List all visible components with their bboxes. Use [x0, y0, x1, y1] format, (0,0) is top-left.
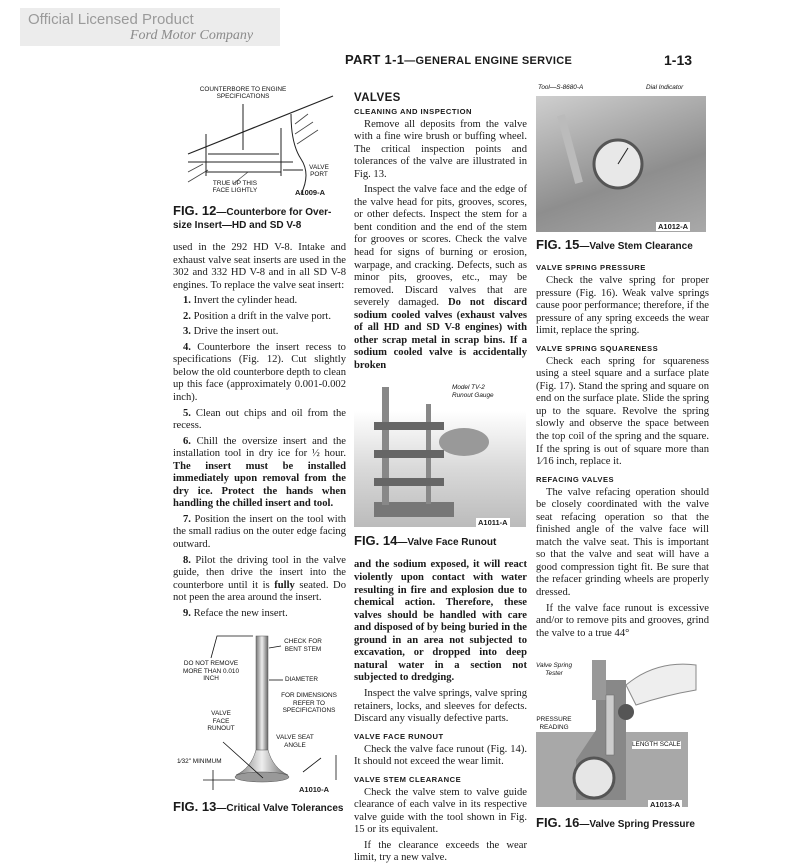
fig16-code: A1013-A: [650, 800, 681, 810]
ford-logo: Ford Motor Company: [130, 28, 254, 43]
label-diameter: DIAMETER: [285, 676, 319, 684]
fig16-photo: [536, 650, 708, 812]
label-dial-indicator: Dial Indicator: [646, 84, 684, 91]
label-face-runout: VALVE FACE RUNOUT: [207, 710, 235, 733]
section-heading-valves: VALVES: [354, 92, 401, 104]
warning-paragraph: and the sodium exposed, it will react violently upon contact with water resulting in fire and explosion due to chemical action. Therefore, these valves should be handled with care and disposed of by being buried in the ground in an area not subjected to excavation, or dropped into deep natural water in a section not subjected to dredging.: [354, 559, 527, 684]
label-runout-gauge: Model TV-2 Runout Gauge: [452, 384, 494, 399]
step-7: 7. Position the insert on the tool with the small radius on the outer edge facing outward.: [173, 513, 346, 551]
step-5: 5. Clean out chips and oil from the recess.: [173, 407, 346, 432]
step-9: 9. Reface the new insert.: [183, 607, 288, 619]
fig14-number: FIG. 14: [354, 533, 398, 549]
middle-column: [354, 92, 527, 868]
fig12-title-2: size Insert—HD and SD V-8: [173, 220, 302, 231]
subheading-refacing: REFACING VALVES: [536, 474, 615, 484]
label-length-scale: LENGTH SCALE: [632, 741, 681, 749]
paragraph: Check the valve spring for proper pressure (Fig. 16). Weak valve springs cause poor performance; therefore, if the pressure of any spring exceeds the wear limit, replace the spring.: [536, 275, 709, 337]
paragraph: Inspect the valve face and the edge of the valve head for pits, grooves, scores, or other defects. Inspect the stem for a bent condition and the end of the stem for grooves or scores. Check the valve head for signs of burning or erosion, warpage, and cracking. Defects, such as minor pits, grooves, etc., may be removed. Discard valves that are severely damaged. Do not discard sodium cooled valves (exhaust valves of all HD and SD V-8 engines) with other scrap metal in scrap bins. If a sodium cooled valve is accidentally broken: [354, 184, 527, 371]
paragraph: Check the valve face runout (Fig. 14). It should not exceed the wear limit.: [354, 743, 527, 768]
fig12-code: A1009-A: [295, 188, 326, 197]
page-number: 1-13: [664, 52, 693, 68]
step-6: 6. Chill the oversize insert and the installation tool in dry ice for ½ hour. The insert must be installed immediately upon removal from the dry ice. Protect the hands when handling the chilled insert and tool.: [173, 435, 346, 510]
label-pressure-reading: PRESSURE READING: [536, 716, 572, 731]
label-spring-tester: Valve Spring Tester: [536, 662, 572, 677]
runout-gauge-icon: [354, 382, 526, 527]
step-8: 8. Pilot the driving tool in the valve guide, then drive the insert into the counterbore until it is fully seated. Do not peen the area around the insert.: [173, 554, 346, 604]
fig16-number: FIG. 16: [536, 815, 580, 831]
fig13-title: —Critical Valve Tolerances: [216, 803, 344, 815]
fig14-title: —Valve Face Runout: [397, 537, 497, 549]
part-number: PART 1-1: [345, 52, 405, 67]
subheading-spring-squareness: VALVE SPRING SQUARENESS: [536, 343, 659, 353]
watermark-text: Official Licensed Product: [28, 11, 194, 28]
intro-paragraph: used in the 292 HD V-8. Intake and exhaust valve seat inserts are used in the 302 and 332 HD V-8 and in all SD V-8 engines. To replace the valve seat insert:: [173, 242, 346, 291]
label-true-up: TRUE UP THIS FACE LIGHTLY: [212, 180, 258, 195]
fig15-code: A1012-A: [658, 222, 689, 231]
label-minimum: 1⁄32" MINIMUM: [177, 758, 222, 766]
label-counterbore: COUNTERBORE TO ENGINE SPECIFICATIONS: [199, 86, 287, 101]
subheading-cleaning: CLEANING AND INSPECTION: [354, 106, 472, 116]
fig15-photo: [536, 84, 706, 234]
left-column: [173, 84, 346, 825]
header-title: [345, 52, 572, 67]
label-check-bent-stem: CHECK FOR BENT STEM: [284, 638, 322, 653]
dial-indicator-icon: [536, 84, 706, 232]
fig14-caption: [354, 534, 527, 549]
section-title: —GENERAL ENGINE SERVICE: [404, 55, 573, 67]
right-column: [536, 84, 709, 841]
page-header: [0, 52, 800, 72]
label-tool: Tool—S-8680-A: [538, 84, 584, 91]
label-seat-angle: VALVE SEAT ANGLE: [276, 734, 314, 749]
label-do-not-remove: DO NOT REMOVE MORE THAN 0.010 INCH: [183, 660, 239, 683]
fig12-caption: [173, 204, 346, 232]
fig13-diagram: [173, 630, 346, 796]
fig15-title: —Valve Stem Clearance: [579, 241, 693, 252]
paragraph: If the valve face runout is excessive and/or to remove pits and grooves, grind the valve to a true 44°: [536, 602, 709, 639]
label-dimensions: FOR DIMENSIONS REFER TO SPECIFICATIONS: [281, 692, 337, 715]
fig12-title: —Counterbore for Over-: [216, 207, 332, 218]
fig15-number: FIG. 15: [536, 237, 580, 252]
paragraph: If the clearance exceeds the wear limit, try a new valve.: [354, 839, 527, 864]
fig13-code: A1010-A: [299, 785, 330, 795]
fig12-number: FIG. 12: [173, 203, 217, 218]
fig14-photo: [354, 382, 526, 530]
subheading-stem-clearance: VALVE STEM CLEARANCE: [354, 774, 462, 784]
step-3: 3. Drive the insert out.: [183, 326, 279, 338]
step-2: 2. Position a drift in the valve port.: [183, 310, 332, 322]
watermark: [20, 8, 280, 46]
fig14-code: A1011-A: [478, 518, 508, 528]
subheading-spring-pressure: VALVE SPRING PRESSURE: [536, 263, 646, 272]
paragraph: Check the valve stem to valve guide clearance of each valve in its respective valve guide with the tool shown in Fig. 15 or its equivalent.: [354, 786, 527, 836]
fig16-title: —Valve Spring Pressure: [579, 819, 695, 831]
step-1: 1. Invert the cylinder head.: [183, 295, 298, 307]
subheading-face-runout: VALVE FACE RUNOUT: [354, 731, 444, 741]
fig16-caption: [536, 816, 709, 831]
fig15-caption: [536, 238, 709, 253]
label-valve-port: VALVE PORT: [309, 164, 329, 179]
fig13-caption: [173, 800, 346, 815]
fig13-number: FIG. 13: [173, 799, 217, 815]
paragraph: Remove all deposits from the valve with a fine wire brush or buffing wheel. The critical inspection points and tolerances of the valve are illustrated in Fig. 13.: [354, 118, 527, 180]
step-4: 4. Counterbore the insert recess to specifications (Fig. 12). Cut slightly below the old counterbore depth to clean up this face (approximately 0.001-0.002 inch).: [173, 341, 346, 404]
fig12-diagram: [173, 84, 346, 200]
paragraph: The valve refacing operation should be closely coordinated with the valve seat refacing operation so that the finished angle of the valve face will match the valve seat. This is important so that the valve and seat will have a good compression tight fit. Be sure that the refacer grinding wheels are properly dressed.: [536, 486, 709, 599]
paragraph: Check each spring for squareness using a steel square and a surface plate (Fig. 17). Stand the spring and square on end on the surface plate. Slide the spring up to the square. Revolve the spring slowly and observe the space between the top coil of the spring and the square. If the spring is out of square more than 1⁄16 inch, replace it.: [536, 355, 709, 468]
paragraph: Inspect the valve springs, valve spring retainers, locks, and sleeves for defects. Discard any visually defective parts.: [354, 687, 527, 725]
